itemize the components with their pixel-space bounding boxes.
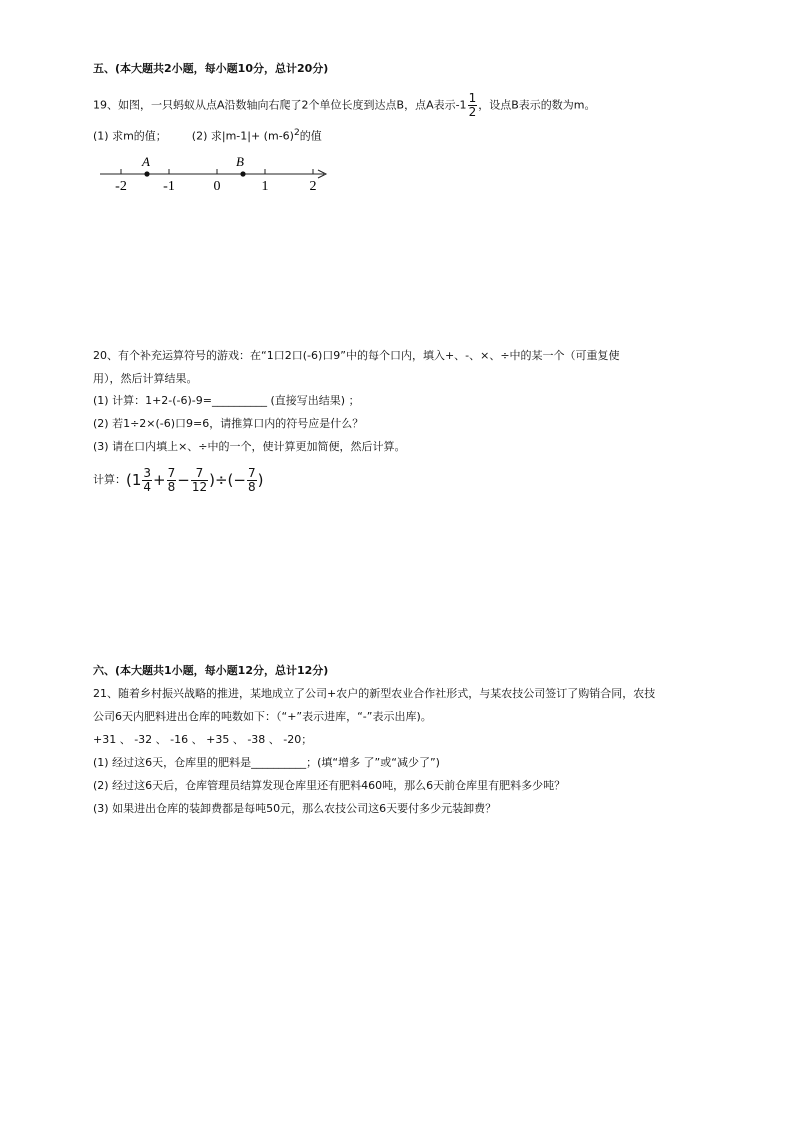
q19-text-before: 19、如图，一只蚂蚁从点A沿数轴向右爬了2个单位长度到达点B，点A表示-1 [93,98,467,112]
q21-line2: 公司6天内肥料进出仓库的吨数如下：（“+”表示进库，“-”表示出库)。 [93,710,432,723]
tick-label: 2 [309,179,317,194]
calc-open-paren: (1 [126,471,142,489]
q20-part1: (1) 计算：1+2-(-6)-9=__________ (直接写出结果) ； [93,394,360,407]
tick-label: -1 [163,179,175,194]
calc-f1-num: 3 [143,465,152,480]
calc-f4-den: 8 [247,479,256,494]
calc-f3-den: 12 [191,479,208,494]
q21-part3: (3) 如果进出仓库的装卸费都是每吨50元，那么农技公司这6天要付多少元装卸费？ [93,802,497,815]
number-line [96,150,336,195]
calc-f2-den: 8 [167,479,176,494]
q21-line1: 21、随着乡村振兴战略的推进，某地成立了公司+农户的新型农业合作社形式，与某农技公司签订了购销合同，农技 [93,687,656,700]
q19-text [93,92,595,119]
calc-fraction-3 [191,467,208,494]
point-b-dot [240,171,245,176]
q21-part2: (2) 经过这6天后，仓库管理员结算发现仓库里还有肥料460吨，那么6天前仓库里有肥料多少吨？ [93,779,566,792]
q20-line2: 用），然后计算结果。 [93,372,198,385]
calc-fraction-1 [142,467,152,494]
q20-calc [93,460,263,500]
q21-data: +31 、 -32 、 -16 、 +35 、 -38 、 -20； [93,733,313,746]
calc-fraction-2 [167,467,177,494]
q19-text-after: ，设点B表示的数为m。 [478,98,596,112]
calc-f3-num: 7 [191,467,208,481]
q19-part2-sup: 2 [293,127,300,138]
section6-heading: 六、(本大题共1小题，每小题12分，总计12分) [93,664,329,677]
calc-plus: + [153,471,166,489]
calc-f2-num: 7 [167,465,176,480]
calc-close-paren: ) [257,471,264,489]
q20-calc-label: 计算： [93,473,126,486]
q19-parts [93,125,322,145]
point-a-label: A [142,154,150,169]
q20-part2: (2) 若1÷2×(-6)口9=6，请推算口内的符号应是什么？ [93,417,364,430]
q19-part1: (1) 求m的值； [93,129,167,143]
number-line-ticks [121,169,313,174]
point-a-dot [144,171,149,176]
q19-part2-after: 的值 [299,129,322,143]
calc-f4-num: 7 [247,465,256,480]
q19-frac-den: 2 [468,105,477,119]
calc-minus: − [177,471,190,489]
q19-fraction [468,92,478,119]
q19-frac-num: 1 [468,91,477,105]
point-b-label: B [236,154,244,169]
tick-label: 0 [213,179,221,194]
calc-f1-den: 4 [143,479,152,494]
section5-heading: 五、(本大题共2小题，每小题10分，总计20分) [93,62,329,75]
q21-part1: (1) 经过这6天，仓库里的肥料是__________；(填“增多 了”或“减少了”) [93,756,440,769]
calc-fraction-4 [247,467,257,494]
q20-line1: 20、有个补充运算符号的游戏：在“1口2口(-6)口9”中的每个口内，填入+、-、×、÷中的某一个（可重复使 [93,349,620,362]
tick-label: -2 [115,179,127,194]
tick-label: 1 [261,179,269,194]
q20-part3: (3) 请在口内填上×、÷中的一个，使计算更加简便，然后计算。 [93,440,406,453]
calc-div: )÷(− [209,471,246,489]
q19-part2-before: (2) 求|m-1|+ (m-6) [191,129,294,143]
